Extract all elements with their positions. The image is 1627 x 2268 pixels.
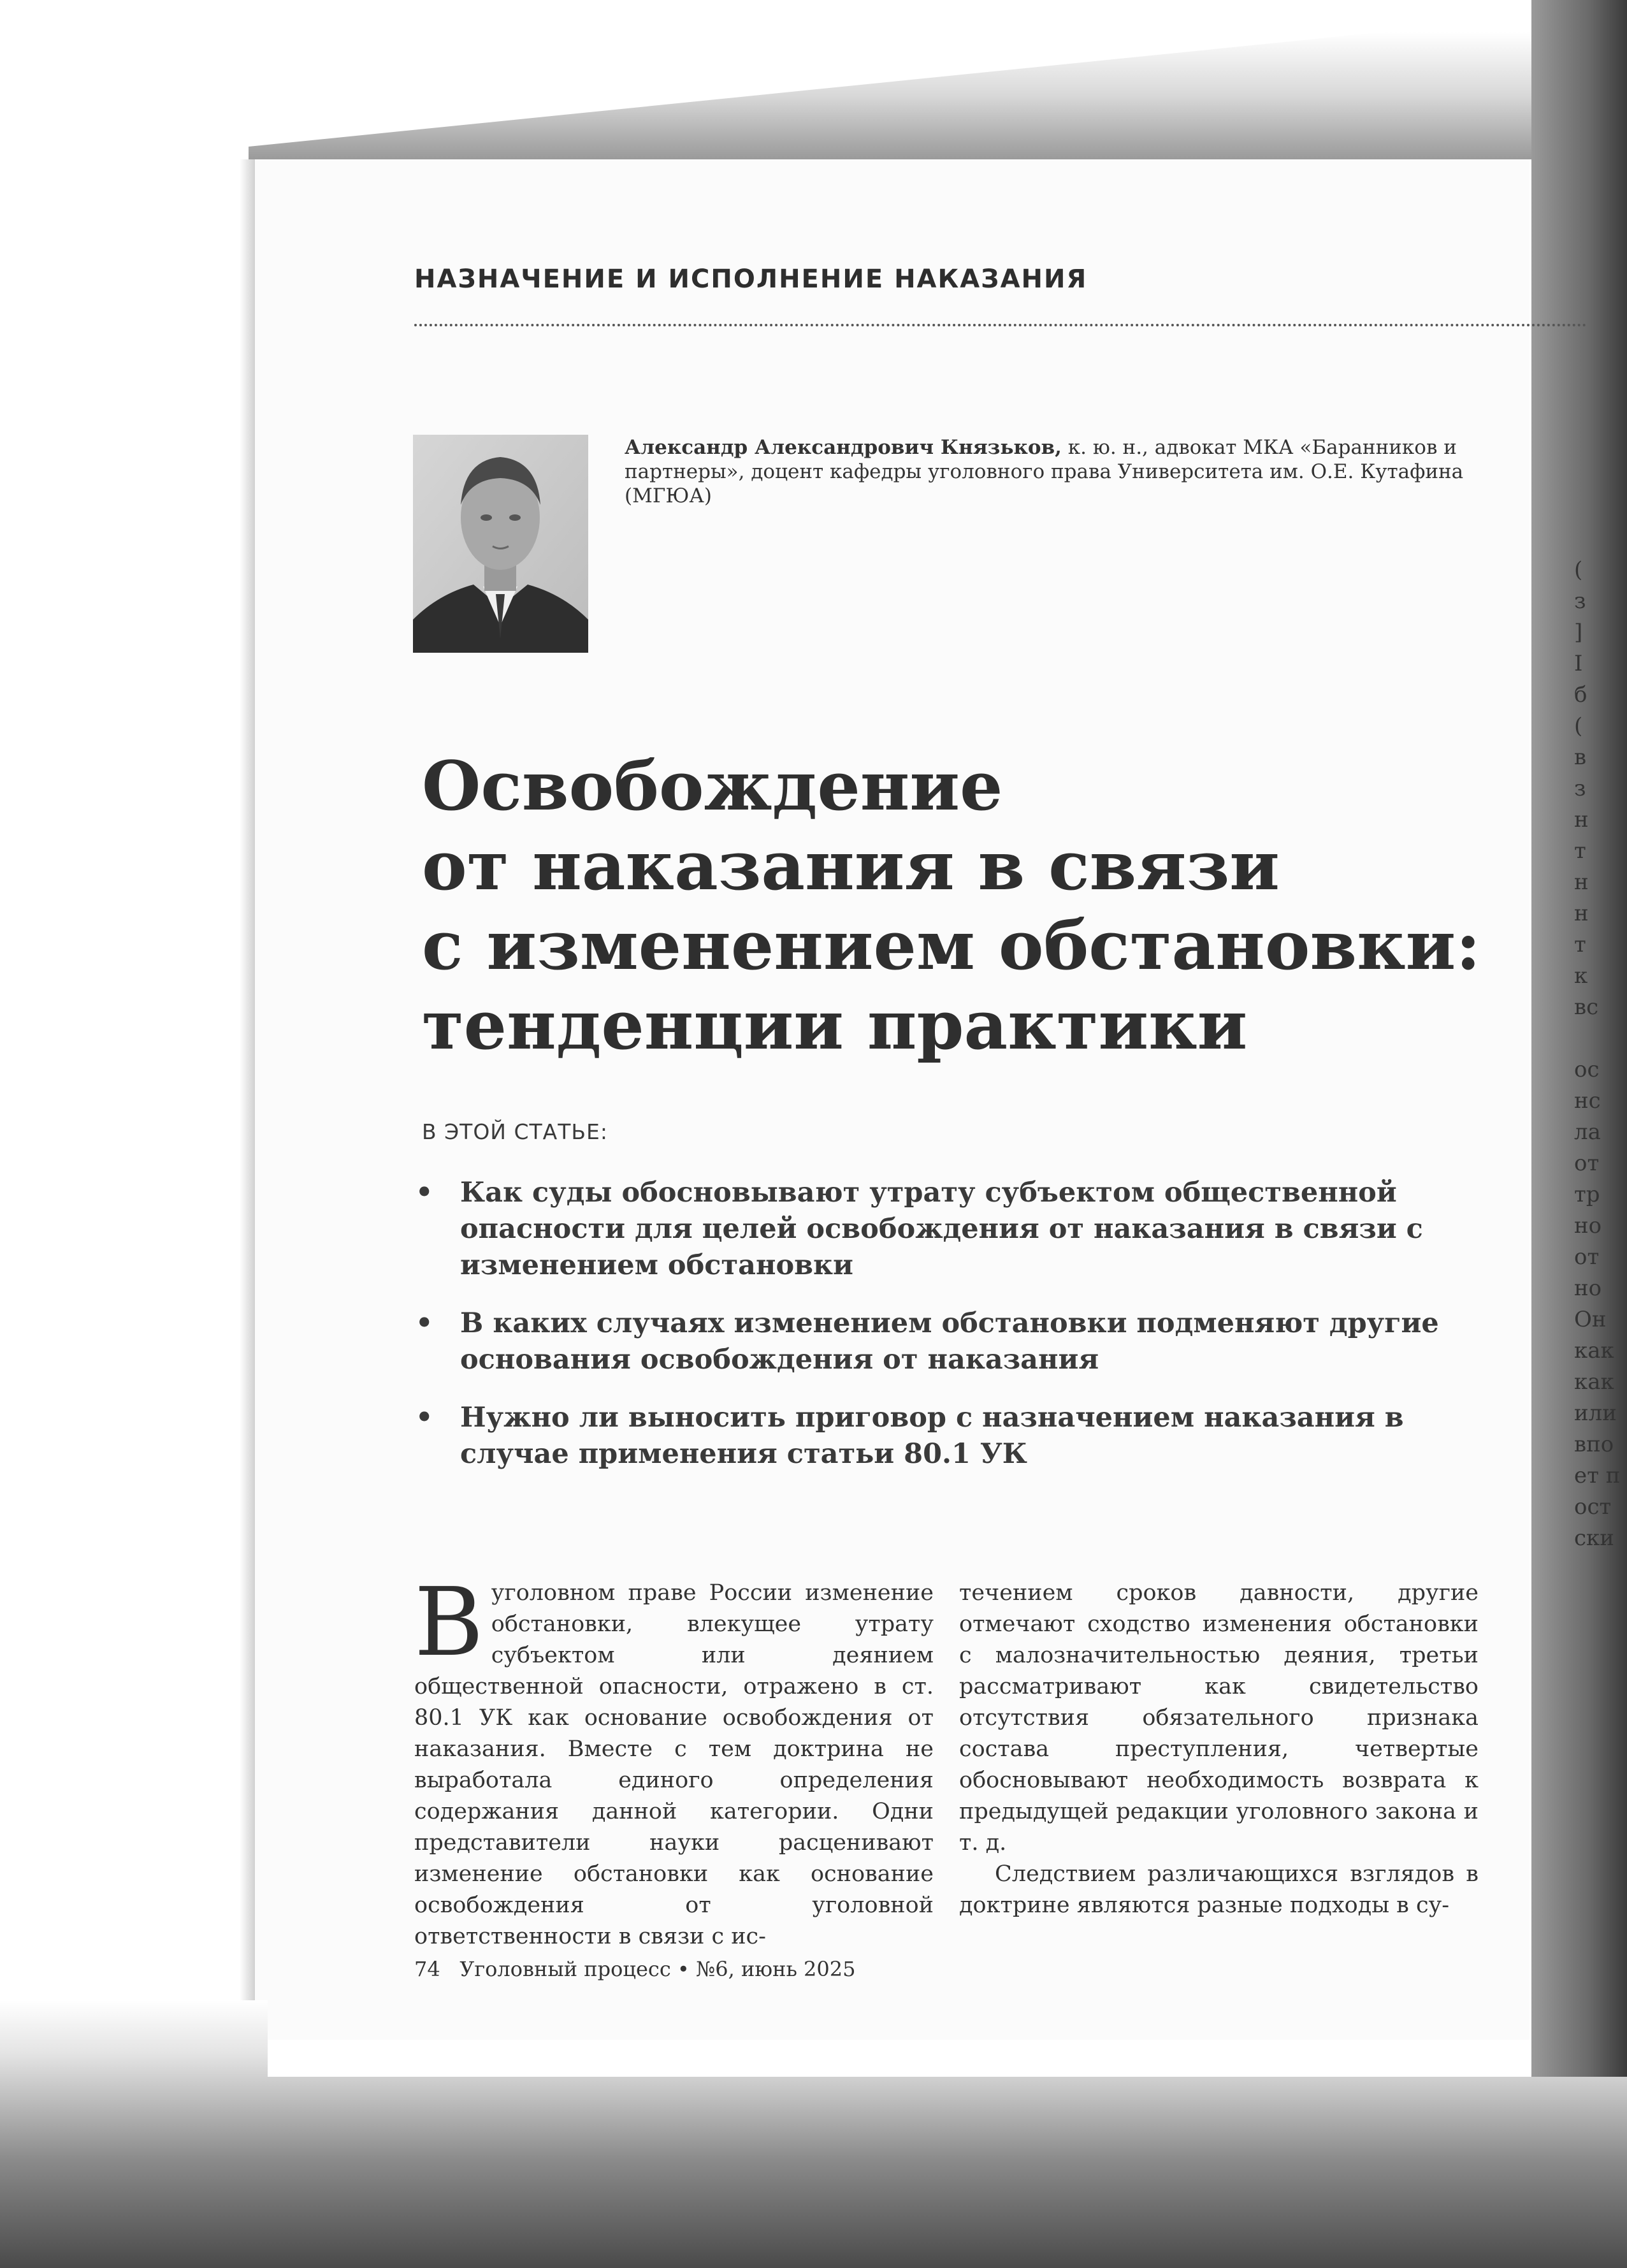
fragment-line: б xyxy=(1574,682,1587,708)
author-info xyxy=(625,435,1472,508)
issue-info: №6, июнь 2025 xyxy=(695,1957,856,1981)
fragment-line: впо xyxy=(1574,1432,1614,1457)
fragment-line: ет п xyxy=(1574,1463,1621,1488)
fragment-line: тр xyxy=(1574,1182,1600,1207)
page-number: 74 xyxy=(414,1957,440,1981)
fragment-line: з xyxy=(1574,588,1586,614)
fragment-line: но xyxy=(1574,1213,1602,1239)
fragment-line: ост xyxy=(1574,1494,1612,1520)
author-photo xyxy=(413,435,588,653)
fragment-line: з xyxy=(1574,776,1586,801)
next-page-fragment xyxy=(1574,555,1625,1554)
drop-cap: В xyxy=(414,1567,484,1677)
body-paragraph: течением сроков давности, другие отмечают сходство изменения обстановки с малозначительностью деяния, третьи рассматривают как свидетельство отсутствия обязательного признака состава преступления, четвертые обосновывают необходимость возврата к предыдущей редакции уголовного закона и т. д. xyxy=(959,1580,1479,1856)
title-line: Освобождение xyxy=(422,746,1003,825)
bullet-icon: • xyxy=(416,1177,433,1209)
title-line: от наказания в связи xyxy=(422,825,1280,905)
fragment-line xyxy=(1574,1023,1625,1054)
fragment-line: т xyxy=(1574,932,1586,957)
list-item xyxy=(414,1175,1510,1284)
fragment-line: но xyxy=(1574,1276,1602,1301)
body-column-1 xyxy=(414,1567,934,1952)
fragment-line: ( xyxy=(1574,557,1583,583)
footer-separator: • xyxy=(677,1957,690,1981)
author-portrait-icon xyxy=(413,435,588,653)
fragment-line: ] xyxy=(1574,620,1583,645)
fragment-line: I xyxy=(1574,651,1583,676)
author-name: Александр Александрович Князьков, xyxy=(625,436,1062,459)
title-line: тенденции практики xyxy=(422,985,1248,1065)
fragment-line: как xyxy=(1574,1338,1614,1363)
bullet-icon: • xyxy=(416,1402,433,1434)
fragment-line: или xyxy=(1574,1400,1617,1426)
fragment-line: в xyxy=(1574,745,1587,770)
fragment-line: от xyxy=(1574,1151,1600,1176)
header-divider xyxy=(414,324,1587,326)
author-details: к. ю. н., адвокат МКА «Баранников и партнеры», доцент кафедры уголовного права Университета им. О.Е. Кутафина (МГЮА) xyxy=(625,436,1464,507)
body-text: уголовном праве России изменение обстановки, влекущее утрату субъектом или деянием общественной опасности, отражено в ст. 80.1 УК как основание освобождения от наказания. Вместе с тем доктрина не выработала единого определения содержания данной категории. Одни представители науки расценивают изменение обстановки как основание освобождения от уголовной ответственности в связи с ис- xyxy=(414,1580,934,1949)
fragment-line: ( xyxy=(1574,713,1583,739)
body-paragraph: Следствием различающихся взглядов в доктрине являются разные подходы в су- xyxy=(959,1861,1479,1918)
scan-left-margin xyxy=(0,159,255,2072)
page-footer xyxy=(414,1957,855,1981)
fragment-line: т xyxy=(1574,838,1586,864)
list-item xyxy=(414,1400,1510,1472)
fragment-line: Он xyxy=(1574,1307,1607,1332)
fragment-line: ос xyxy=(1574,1057,1600,1082)
in-article-list xyxy=(414,1175,1510,1494)
list-item-text: Нужно ли выносить приговор с назначением наказания в случае применения статьи 80.1 УК xyxy=(460,1402,1404,1470)
fragment-line: нс xyxy=(1574,1088,1601,1114)
fragment-line: от xyxy=(1574,1244,1600,1270)
section-heading: НАЗНАЧЕНИЕ И ИСПОЛНЕНИЕ НАКАЗАНИЯ xyxy=(414,265,1088,294)
fragment-line: ла xyxy=(1574,1119,1601,1145)
list-item xyxy=(414,1305,1510,1378)
list-item-text: Как суды обосновывают утрату субъектом общественной опасности для целей освобождения от наказания в связи с изменением обстановки xyxy=(460,1177,1423,1281)
journal-name: Уголовный процесс xyxy=(459,1957,671,1981)
bullet-icon: • xyxy=(416,1307,433,1339)
in-article-label: В ЭТОЙ СТАТЬЕ: xyxy=(422,1119,609,1144)
title-line: с изменением обстановки: xyxy=(422,905,1481,985)
fragment-line: н xyxy=(1574,901,1589,926)
fragment-line: н xyxy=(1574,807,1589,832)
fragment-line: н xyxy=(1574,869,1589,895)
fragment-line: вс xyxy=(1574,994,1599,1020)
body-column-2 xyxy=(959,1578,1479,1921)
fragment-line: ски xyxy=(1574,1525,1614,1551)
scan-bottom-shadow xyxy=(0,2000,1627,2268)
scan-top-shadow xyxy=(0,0,1627,159)
fragment-line: к xyxy=(1574,963,1588,989)
article-title xyxy=(422,746,1505,1065)
fragment-line: как xyxy=(1574,1369,1614,1395)
list-item-text: В каких случаях изменением обстановки подменяют другие основания освобождения от наказания xyxy=(460,1307,1439,1376)
